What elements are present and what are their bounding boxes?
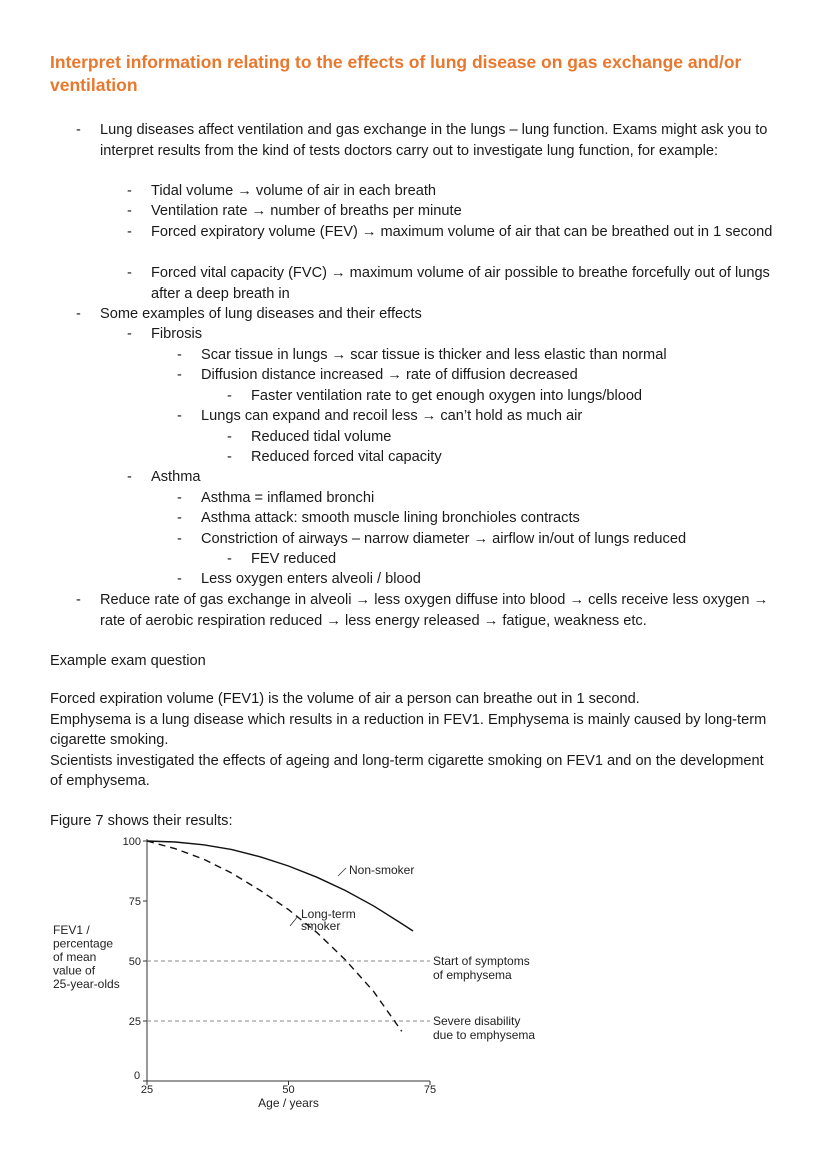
smoker-label-line: Long-term [301, 907, 356, 921]
y-axis-label-line: value of [53, 963, 96, 978]
page-title: Interpret information relating to the effects of lung disease on gas exchange and/or ventilation [50, 52, 742, 95]
reference-line-label: due to emphysema [433, 1028, 536, 1042]
y-axis-label-line: of mean [53, 950, 97, 964]
question-line: Forced expiration volume (FEV1) is the volume of air a person can breathe out in 1 second. [50, 691, 640, 707]
bullet-marker: - [127, 265, 132, 281]
list-item-text: FEV reduced [251, 551, 337, 567]
list-item-text: Ventilation rate → number of breaths per minute [151, 203, 462, 219]
y-axis-label-line: FEV1 / [53, 923, 90, 937]
x-tick-label: 75 [423, 1084, 437, 1096]
x-axis-label: Age / years [258, 1096, 319, 1110]
y-tick-label: 0 [133, 1070, 141, 1082]
list-item-text: Fibrosis [151, 326, 203, 342]
list-item-text: Asthma [151, 469, 201, 485]
y-axis-label-line: percentage [53, 936, 114, 951]
list-item-text: Reduce rate of gas exchange in alveoli → less oxygen diffuse into blood → cells receive less oxygen → rate of aerobic respiration reduced → less energy released → fatigue, weakness etc. [100, 592, 769, 629]
list-item-text: Reduced forced vital capacity [251, 449, 442, 465]
list-item-text: Forced vital capacity (FVC) → maximum volume of air possible to breathe forcefully out of lungs after a deep breath in [151, 265, 770, 302]
list-item-text: Lungs can expand and recoil less → can’t hold as much air [201, 408, 583, 424]
smoker-label-line: smoker [301, 919, 341, 933]
list-item-text: Asthma = inflamed bronchi [201, 490, 375, 506]
bullet-marker: - [127, 326, 132, 342]
list-item-text: Scar tissue in lungs → scar tissue is thicker and less elastic than normal [201, 347, 667, 363]
reference-line-label: Start of symptoms [433, 954, 530, 968]
bullet-marker: - [76, 122, 81, 138]
bullet-marker: - [76, 306, 81, 322]
y-axis-label-line: 25-year-olds [53, 977, 120, 991]
list-item-text: Constriction of airways – narrow diameter → airflow in/out of lungs reduced [201, 531, 687, 547]
y-tick-label: 100 [122, 836, 141, 848]
bullet-marker: - [177, 531, 182, 547]
question-line: Scientists investigated the effects of ageing and long-term cigarette smoking on FEV1 and on the development of emphysema. [50, 752, 764, 789]
list-item-text: Asthma attack: smooth muscle lining bronchioles contracts [201, 510, 580, 526]
list-item-text: Tidal volume → volume of air in each breath [151, 183, 436, 199]
list-item-text: Diffusion distance increased → rate of diffusion decreased [201, 367, 578, 383]
y-tick-label: 50 [128, 956, 141, 968]
bullet-marker: - [177, 510, 182, 526]
list-item-text: Lung diseases affect ventilation and gas exchange in the lungs – lung function. Exams might ask you to interpret results from the kind of tests doctors carry out to investigate lung function, for example: [100, 122, 768, 159]
bullet-marker: - [177, 490, 182, 506]
y-tick-label: 75 [128, 896, 141, 908]
list-item-text: Less oxygen enters alveoli / blood [201, 571, 421, 587]
reference-line-label: Severe disability [433, 1014, 521, 1028]
bullet-marker: - [227, 429, 232, 445]
bullet-marker: - [127, 469, 132, 485]
bullet-marker: - [127, 203, 132, 219]
y-tick-label: 25 [128, 1016, 141, 1028]
bullet-marker: - [177, 367, 182, 383]
figure-caption: Figure 7 shows their results: [50, 813, 233, 829]
bullet-marker: - [177, 408, 182, 424]
bullet-marker: - [227, 449, 232, 465]
question-text [50, 689, 775, 792]
reference-line-label: of emphysema [433, 968, 512, 982]
example-heading: Example exam question [50, 653, 206, 669]
bullet-marker: - [76, 592, 81, 608]
list-item-text: Faster ventilation rate to get enough oxygen into lungs/blood [251, 388, 643, 404]
bullet-marker: - [127, 183, 132, 199]
bullet-marker: - [177, 347, 182, 363]
smoker-leader [290, 916, 298, 926]
question-line: Emphysema is a lung disease which results in a reduction in FEV1. Emphysema is mainly caused by long-term cigarette smoking. [50, 711, 767, 748]
x-tick-label: 25 [140, 1084, 154, 1096]
list-item-text: Forced expiratory volume (FEV) → maximum volume of air that can be breathed out in 1 second [151, 224, 773, 240]
non-smoker-leader [338, 868, 346, 876]
list-item-text: Some examples of lung diseases and their effects [100, 306, 422, 322]
bullet-marker: - [227, 388, 232, 404]
non-smoker-label: Non-smoker [349, 863, 415, 877]
list-item-text: Reduced tidal volume [251, 429, 392, 445]
fev1-chart [0, 826, 600, 1116]
bullet-marker: - [177, 571, 182, 587]
non-smoker-curve [147, 841, 413, 931]
bullet-marker: - [127, 224, 132, 240]
bullet-marker: - [227, 551, 232, 567]
x-tick-label: 50 [282, 1084, 295, 1096]
